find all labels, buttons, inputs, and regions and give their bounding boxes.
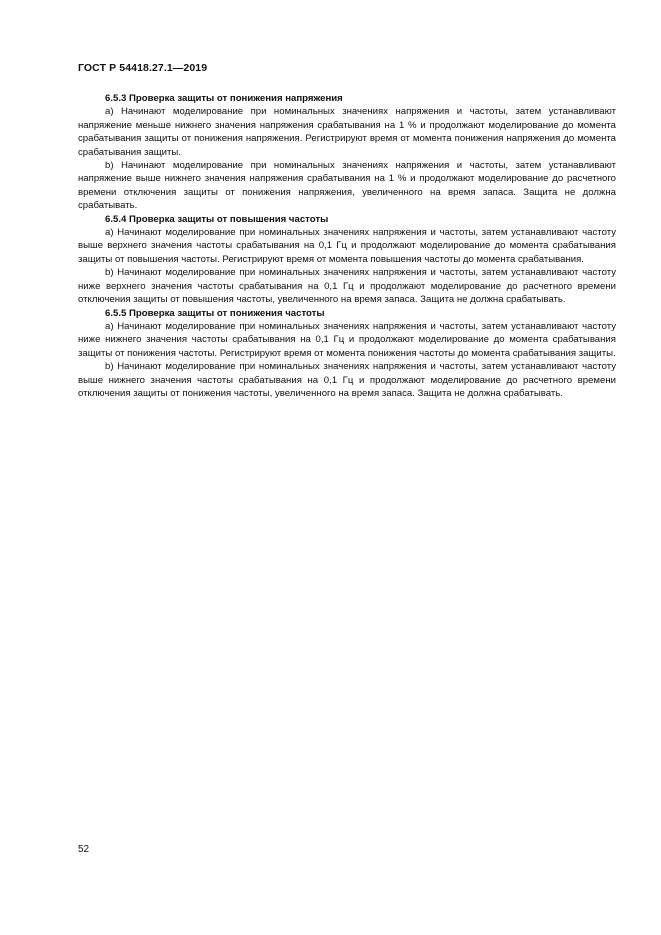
section-title: 6.5.5 Проверка защиты от понижения частоты — [105, 307, 325, 319]
paragraph-b: b) Начинают моделирование при номинальных значениях напряжения и частоты, затем устанавливают частоту ниже верхнего значения частоты срабатывания на 0,1 Гц и продолжают моделирование до расчетного времени отключения защиты от повышения частоты, увеличенного на время запаса. Защита не должна срабатывать. — [78, 267, 616, 306]
section-title: 6.5.4 Проверка защиты от повышения частоты — [105, 213, 329, 225]
paragraph-b: b) Начинают моделирование при номинальных значениях напряжения и частоты, затем устанавливают напряжение выше нижнего значения напряжения срабатывания на 1 % и продолжают моделирование до расчетного времени отключения защиты от понижения напряжения, увеличенного на время запаса. Защита не должна срабатывать. — [78, 160, 616, 212]
section-6-5-3 — [78, 92, 616, 213]
paragraph-a: a) Начинают моделирование при номинальных значениях напряжения и частоты, затем устанавливают частоту выше верхнего значения частоты срабатывания на 0,1 Гц и продолжают моделирование до момента срабатывания защиты от повышения частоты. Регистрируют время от момента повышения частоты до момента срабатывания. — [78, 227, 616, 265]
document-body — [78, 92, 616, 400]
paragraph-a: a) Начинают моделирование при номинальных значениях напряжения и частоты, затем устанавливают напряжение меньше нижнего значения напряжения срабатывания на 1 % и продолжают моделирование до момента срабатывания защиты от понижения напряжения. Регистрируют время от момента понижения напряжения до момента срабатывания защиты. — [78, 106, 616, 158]
page-number: 52 — [78, 844, 90, 855]
section-title: 6.5.3 Проверка защиты от понижения напряжения — [105, 93, 343, 104]
section-6-5-5 — [78, 307, 616, 401]
section-6-5-4 — [78, 213, 616, 307]
document-header: ГОСТ Р 54418.27.1—2019 — [78, 62, 208, 74]
paragraph-b: b) Начинают моделирование при номинальных значениях напряжения и частоты, затем устанавливают частоту выше нижнего значения частоты срабатывания на 0,1 Гц и продолжают моделирование до расчетного времени отключения защиты от понижения частоты, увеличенного на время запаса. Защита не должна срабатывать. — [78, 361, 616, 399]
paragraph-a: a) Начинают моделирование при номинальных значениях напряжения и частоты, затем устанавливают частоту ниже нижнего значения частоты срабатывания на 0,1 Гц и продолжают моделирование до момента срабатывания защиты от понижения частоты. Регистрируют время от момента понижения частоты до момента срабатывания защиты. — [78, 320, 616, 359]
